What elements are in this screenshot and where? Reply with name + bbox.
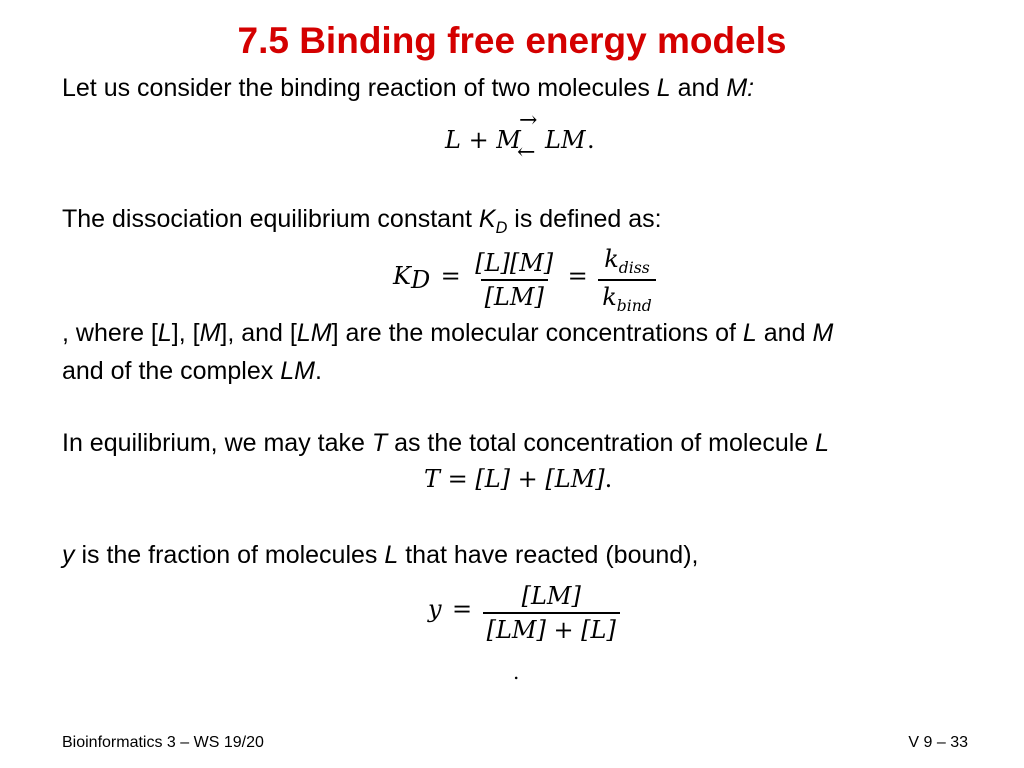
rate-fraction: $\frac{k_{diss}}{k_{bind}}$	[598, 245, 656, 315]
dissociation-text: The dissociation equilibrium constant $K_D$ is defined as:	[62, 205, 662, 237]
where-text: , where [L], [M], and [LM] are the molecular concentrations of L and M	[62, 319, 834, 347]
bound-fraction: $\frac{[LM]}{[LM] + [L]}$	[483, 582, 620, 644]
intro-text: Let us consider the binding reaction of two molecules L and M:	[62, 74, 755, 102]
total-concentration-equation: T = [L] + [LM].	[424, 465, 613, 493]
forward-arrow: →	[519, 108, 538, 133]
equilibrium-text: In equilibrium, we may take T as the total concentration of molecule L	[62, 429, 830, 457]
concentration-fraction: $\frac{[L][M]}{[LM]}$	[475, 248, 554, 311]
kd-equation: $K_D$ = $\frac{[L][M]}{[LM]}$ = $\frac{k_{diss}}{k_{bind}}$	[393, 245, 656, 315]
backward-arrow: ←	[517, 140, 536, 165]
footer-course: Bioinformatics 3 – WS 19/20	[62, 734, 264, 751]
footer-page-number: V 9 – 33	[908, 734, 968, 751]
fraction-equation: y = $\frac{[LM]}{[LM] + [L]}$	[428, 582, 620, 644]
where-text-line2: and of the complex LM.	[62, 357, 322, 385]
fraction-text: y is the fraction of molecules L that have reacted (bound),	[62, 541, 699, 569]
slide-title: 7.5 Binding free energy models	[237, 20, 787, 61]
equation-period: .	[513, 660, 520, 684]
